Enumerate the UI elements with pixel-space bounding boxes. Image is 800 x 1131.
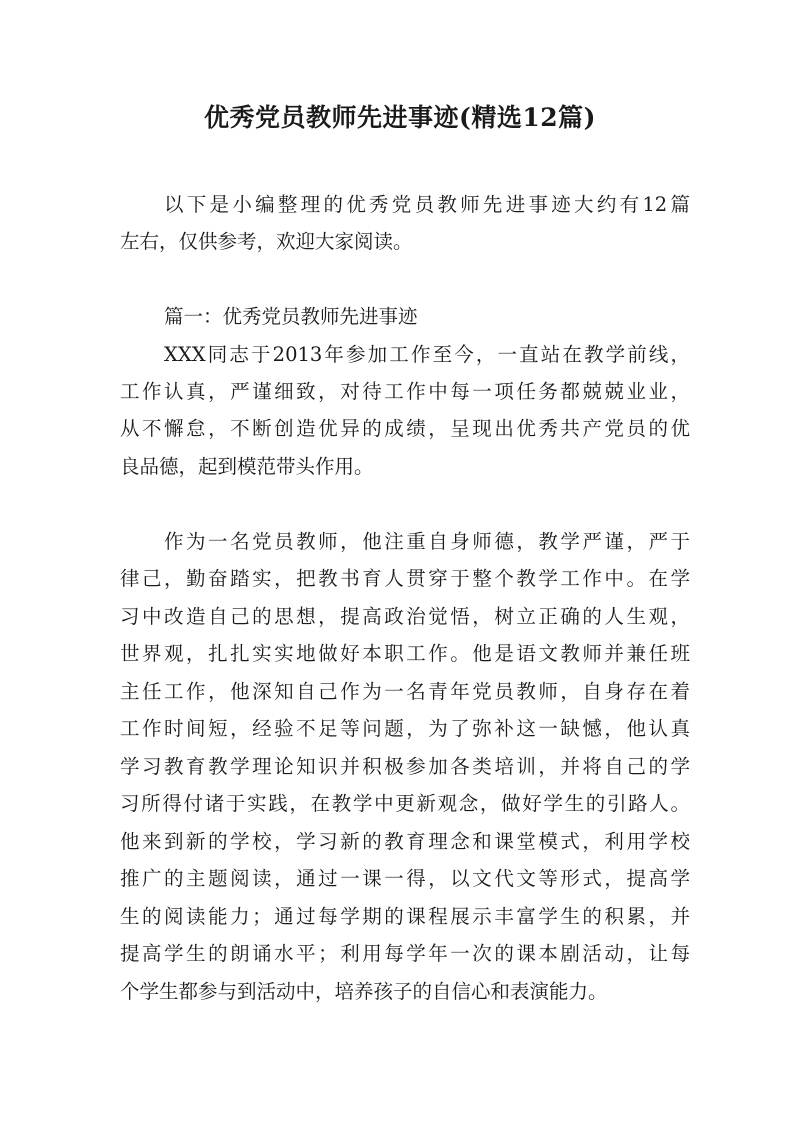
- paragraph-line: 工作认真，严谨细致，对待工作中每一项任务都兢兢业业，: [120, 380, 690, 403]
- paragraph-line: 良品德，起到模范带头作用。: [120, 455, 374, 478]
- paragraph-line: 习中改造自己的思想，提高政治觉悟，树立正确的人生观，: [120, 605, 690, 628]
- intro-line: 以下是小编整理的优秀党员教师先进事迹大约有12篇: [164, 193, 690, 216]
- paragraph-line: 律己，勤奋踏实，把教书育人贯穿于整个教学工作中。在学: [120, 567, 690, 590]
- paragraph-line: 世界观，扎扎实实地做好本职工作。他是语文教师并兼任班: [120, 642, 690, 665]
- paragraph-line: 作为一名党员教师，他注重自身师德，教学严谨，严于: [164, 530, 690, 553]
- paragraph-line: XXX同志于2013年参加工作至今，一直站在教学前线，: [164, 343, 690, 366]
- paragraph-line: 从不懈怠，不断创造优异的成绩，呈现出优秀共产党员的优: [120, 417, 690, 440]
- document-title: 优秀党员教师先进事迹(精选12篇): [204, 103, 596, 132]
- intro-line: 左右，仅供参考，欢迎大家阅读。: [120, 230, 413, 253]
- section-heading: 篇一：优秀党员教师先进事迹: [164, 305, 418, 328]
- paragraph-line: 习所得付诸于实践，在教学中更新观念，做好学生的引路人。: [120, 792, 690, 815]
- paragraph-line: 推广的主题阅读，通过一课一得，以文代文等形式，提高学: [120, 867, 690, 890]
- paragraph-line: 学习教育教学理论知识并积极参加各类培训，并将自己的学: [120, 755, 690, 778]
- paragraph-line: 他来到新的学校，学习新的教育理念和课堂模式，利用学校: [120, 830, 690, 853]
- paragraph-line: 个学生都参与到活动中，培养孩子的自信心和表演能力。: [120, 980, 608, 1003]
- paragraph-line: 生的阅读能力；通过每学期的课程展示丰富学生的积累，并: [120, 905, 690, 928]
- paragraph-line: 工作时间短，经验不足等问题，为了弥补这一缺憾，他认真: [120, 717, 690, 740]
- paragraph-line: 提高学生的朗诵水平；利用每学年一次的课本剧活动，让每: [120, 942, 690, 965]
- paragraph-line: 主任工作，他深知自己作为一名青年党员教师，自身存在着: [120, 680, 690, 703]
